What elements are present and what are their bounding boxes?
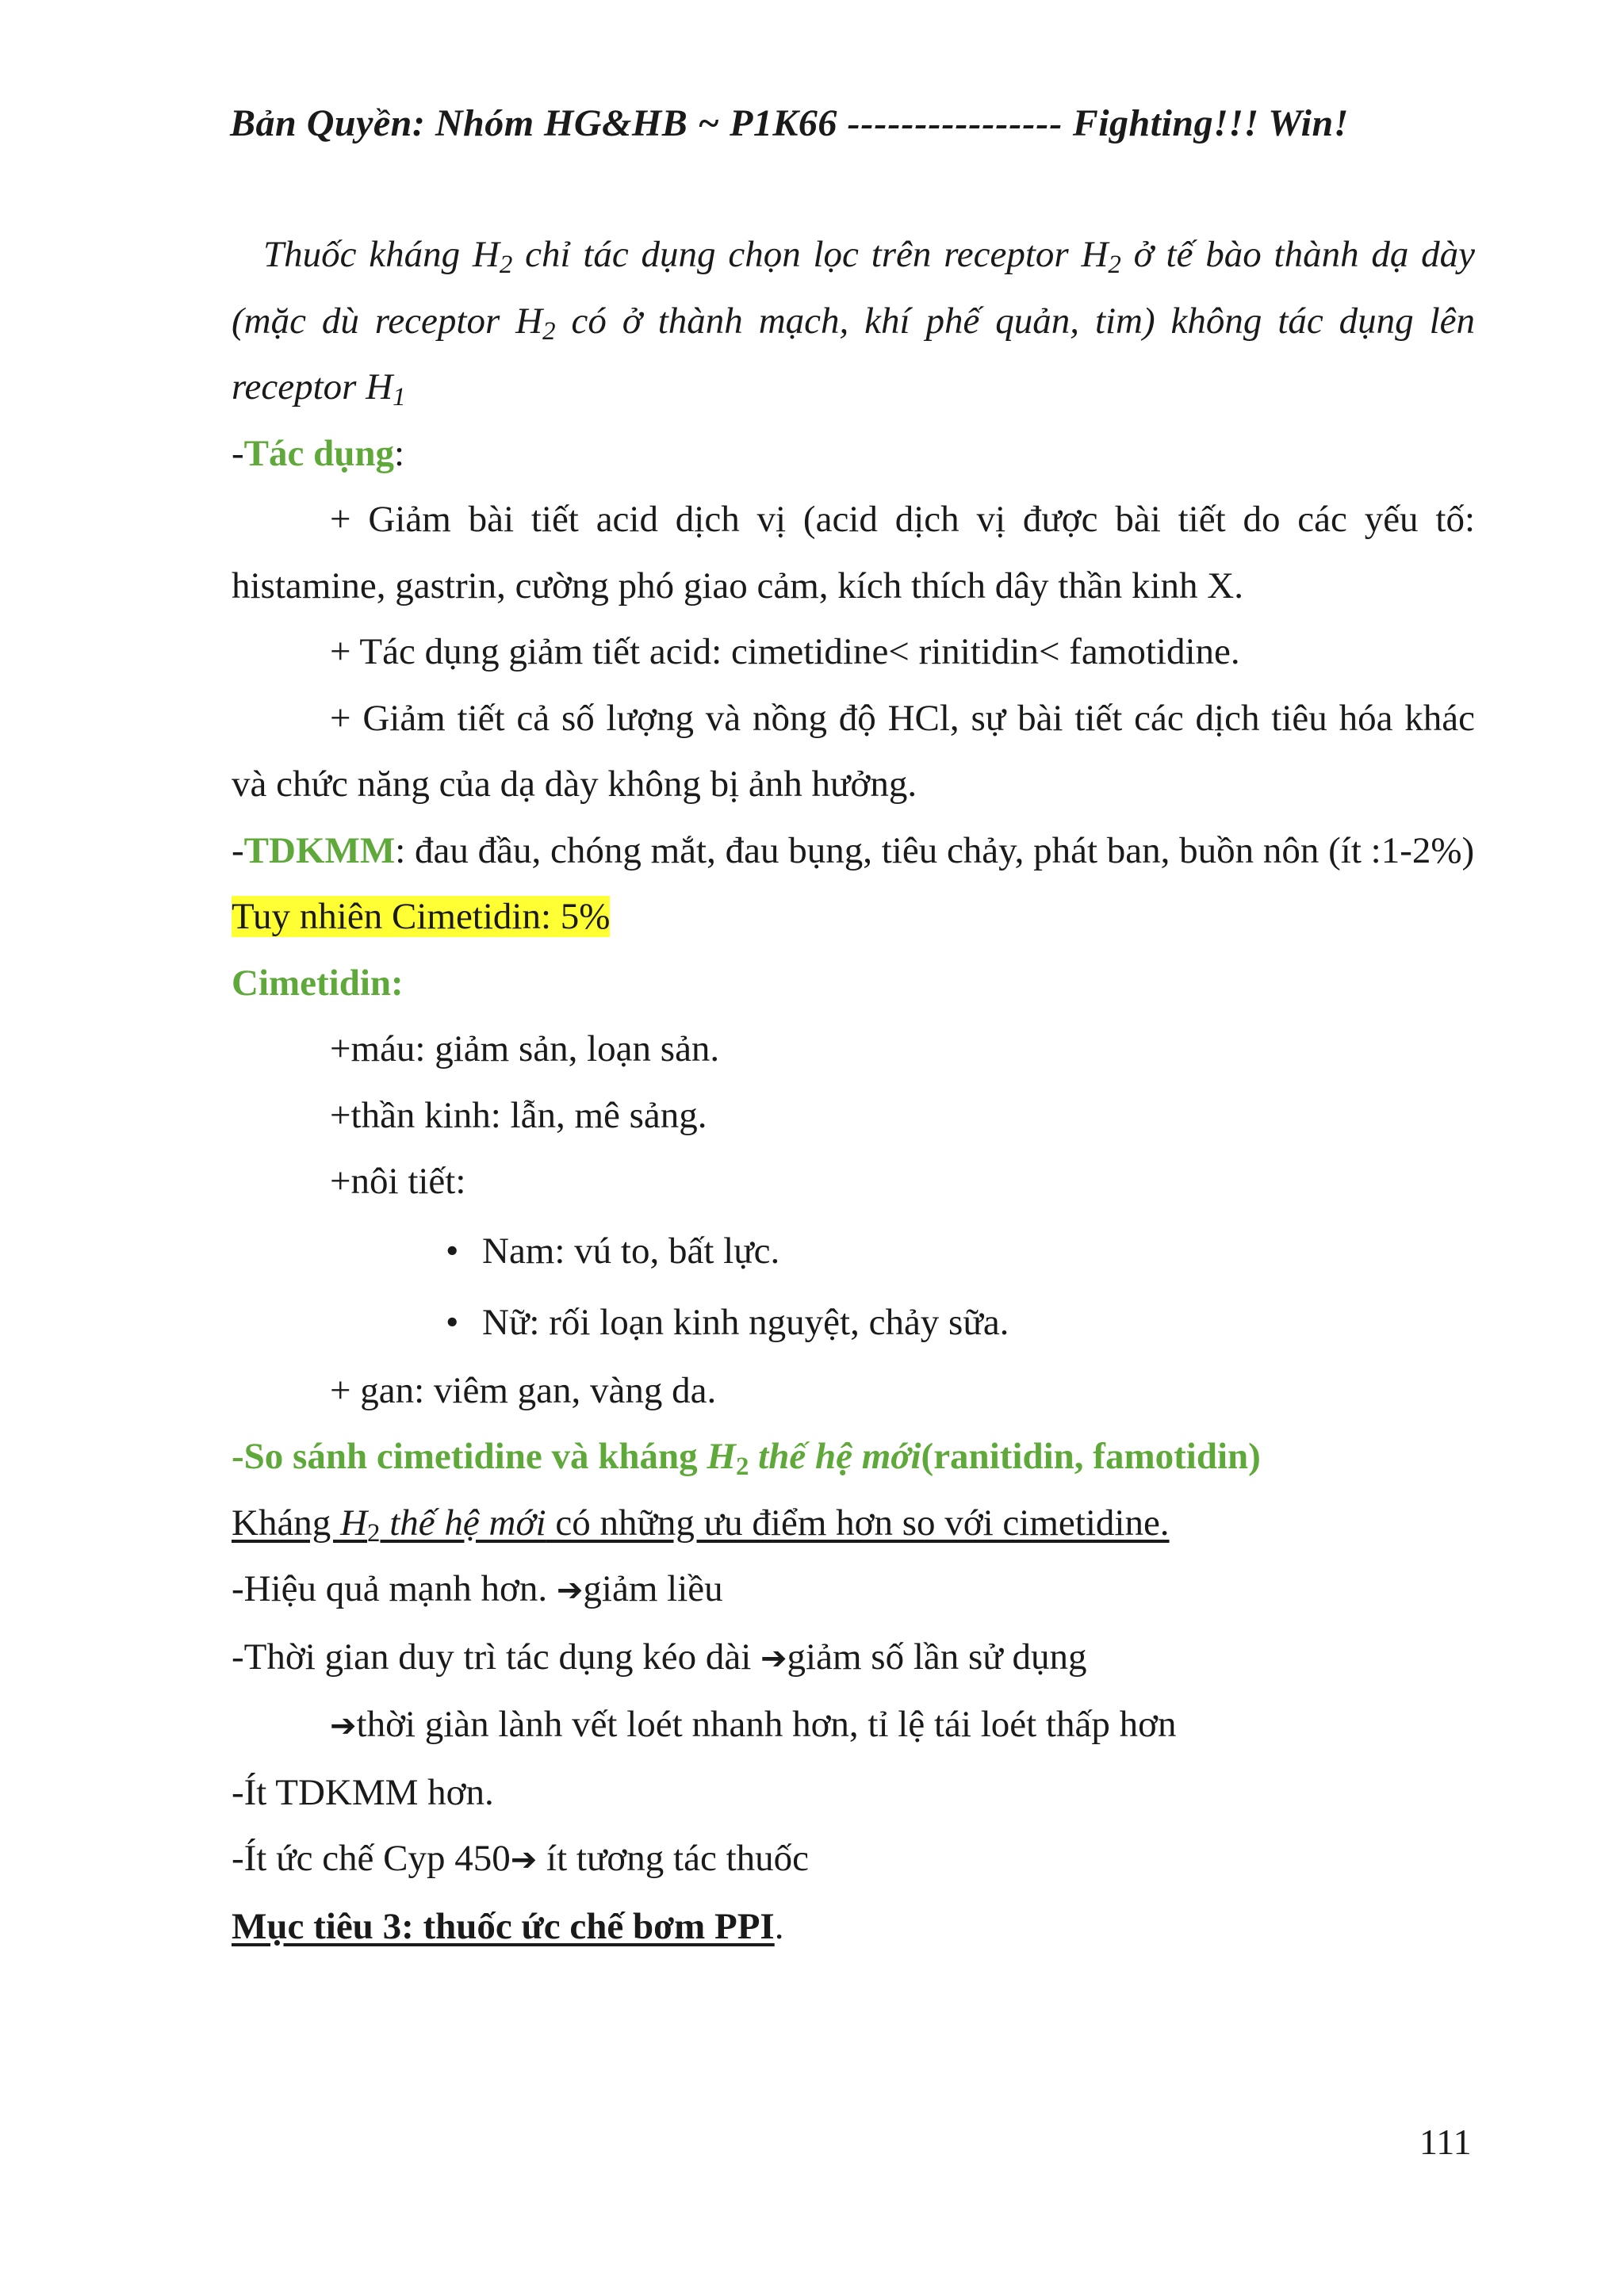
tac-dung-heading: -Tác dụng:	[232, 432, 405, 474]
page-number: 111	[1419, 2122, 1472, 2162]
cimetidin-item: +nôi tiết:	[330, 1161, 466, 1202]
compare-point: -Thời gian duy trì tác dụng kéo dài ➔giảm số lần sử dụng	[232, 1636, 1087, 1678]
arrow-right-icon: ➔	[510, 1842, 538, 1878]
endocrine-bullet-list	[232, 1215, 1475, 1358]
page-content	[232, 222, 1475, 1960]
bullet-item: • Nữ: rối loạn kinh nguyệt, chảy sữa.	[482, 1287, 1475, 1358]
header-left: Bản Quyền: Nhóm HG&HB ~ P1K66	[230, 102, 837, 144]
tac-dung-item: + Giảm tiết cả số lượng và nồng độ HCl, sự bài tiết các dịch tiêu hóa khác và chức năng của dạ dày không bị ảnh hưởng.	[232, 697, 1475, 805]
arrow-right-icon: ➔	[556, 1572, 584, 1609]
compare-point: -Hiệu quả mạnh hơn. ➔giảm liều	[232, 1568, 723, 1609]
tac-dung-item: + Tác dụng giảm tiết acid: cimetidine< rinitidin< famotidine.	[330, 631, 1240, 672]
compare-cyp: -Ít ức chế Cyp 450➔ ít tương tác thuốc	[232, 1838, 809, 1879]
arrow-right-icon: ➔	[760, 1640, 787, 1677]
bullet-dot-icon: •	[446, 1301, 459, 1343]
target-heading: Mục tiêu 3: thuốc ức chế bơm PPI.	[232, 1905, 784, 1947]
cimetidin-item: +thần kinh: lẫn, mê sảng.	[330, 1094, 707, 1136]
header-dashes: ----------------	[847, 102, 1063, 144]
bullet-dot-icon: •	[446, 1230, 459, 1272]
header-right: Fighting!!! Win!	[1072, 102, 1349, 144]
tdkmm-paragraph: -TDKMM: đau đầu, chóng mắt, đau bụng, tiêu chảy, phát ban, buồn nôn (ít :1-2%)	[232, 829, 1475, 871]
arrow-right-icon: ➔	[330, 1708, 357, 1744]
tac-dung-item: + Giảm bài tiết acid dịch vị (acid dịch vị được bài tiết do các yếu tố: histamine, gastrin, cường phó giao cảm, kích thích dây thần kinh X.	[232, 499, 1475, 607]
compare-less-side-effects: -Ít TDKMM hơn.	[232, 1771, 494, 1813]
compare-intro: Kháng $H_2$ thế hệ mới có những ưu điểm hơn so với cimetidine.	[232, 1502, 1170, 1548]
page-header	[230, 101, 1475, 145]
bullet-item: • Nam: vú to, bất lực.	[482, 1215, 1475, 1287]
cimetidin-heading: Cimetidin:	[232, 962, 404, 1004]
cimetidin-item: + gan: viêm gan, vàng da.	[330, 1369, 717, 1411]
cimetidin-item: +máu: giảm sản, loạn sản.	[330, 1028, 720, 1070]
compare-heading: -So sánh cimetidine và kháng $H_2$ thế hệ mới(ranitidin, famotidin)	[232, 1436, 1261, 1482]
compare-point: ➔thời giàn lành vết loét nhanh hơn, tỉ lệ tái loét thấp hơn	[330, 1704, 1177, 1745]
highlighted-note: Tuy nhiên Cimetidin: 5%	[232, 896, 611, 937]
intro-paragraph: Thuốc kháng $H_2$ chỉ tác dụng chọn lọc trên receptor $H_2$ ở tế bào thành dạ dày (mặc dù receptor $H_2$ có ở thành mạch, khí phế quản, tim) không tác dụng lên receptor $H_1$	[232, 234, 1476, 412]
